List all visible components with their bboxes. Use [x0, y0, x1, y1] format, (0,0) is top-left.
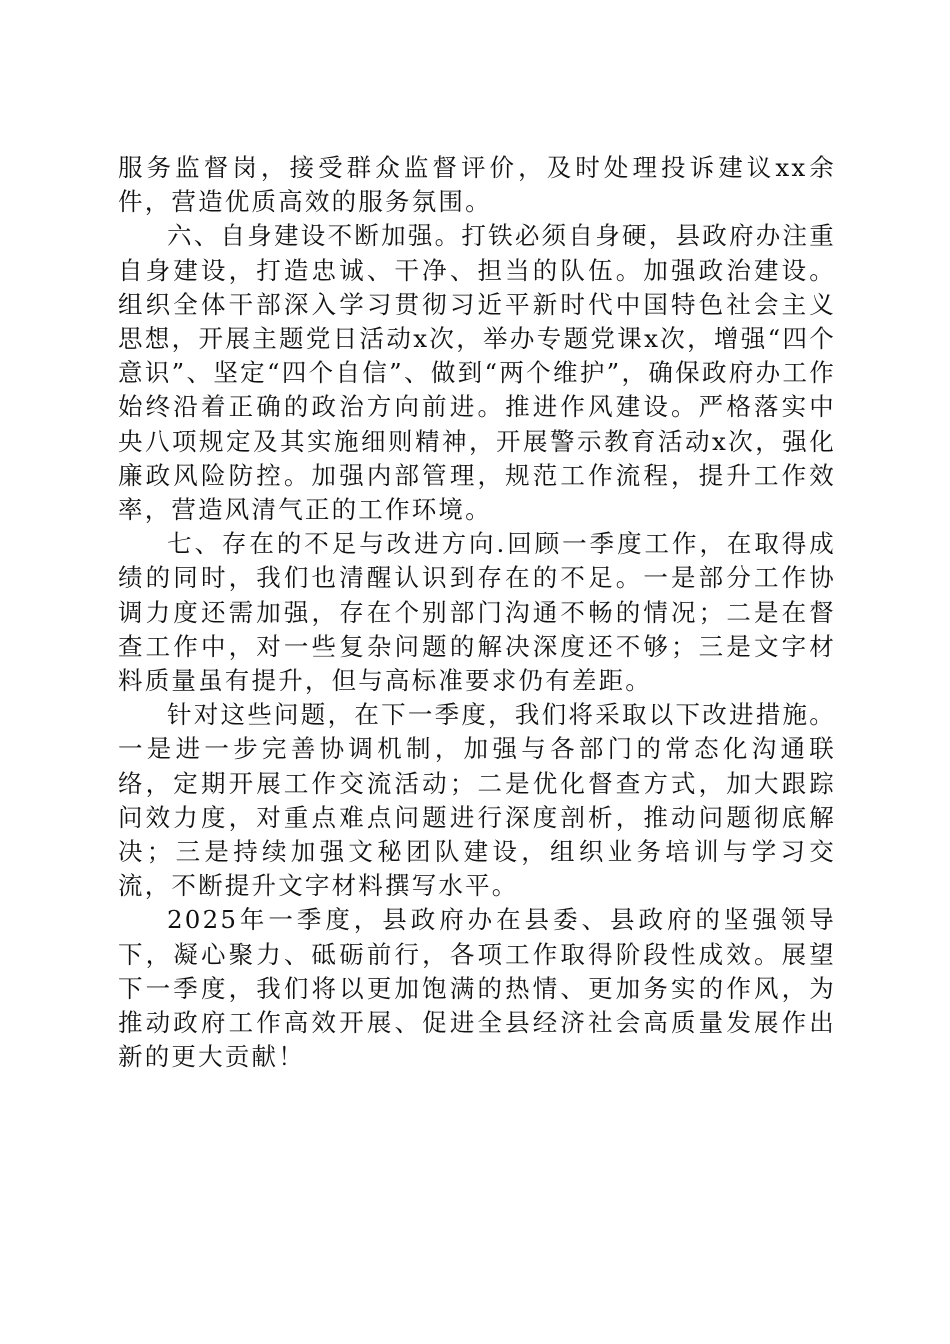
document-body [118, 151, 836, 1074]
paragraph-self-construction: 六、自身建设不断加强。打铁必须自身硬，县政府办注重自身建设，打造忠诚、干净、担当的队伍。加强政治建设。组织全体干部深入学习贯彻习近平新时代中国特色社会主义思想，开展主题党日活动x次，举办专题党课x次，增强“四个意识”、坚定“四个自信”、做到“两个维护”，确保政府办工作始终沿着正确的政治方向前进。推进作风建设。严格落实中央八项规定及其实施细则精神，开展警示教育活动x次，强化廉政风险防控。加强内部管理，规范工作流程，提升工作效率，营造风清气正的工作环境。 [118, 221, 836, 525]
paragraph-shortcomings: 七、存在的不足与改进方向.回顾一季度工作，在取得成绩的同时，我们也清醒认识到存在的不足。一是部分工作协调力度还需加强，存在个别部门沟通不畅的情况；二是在督查工作中，对一些复杂问题的解决深度还不够；三是文字材料质量虽有提升，但与高标准要求仍有差距。 [118, 529, 836, 696]
paragraph-improvement-measures: 针对这些问题，在下一季度，我们将采取以下改进措施。一是进一步完善协调机制，加强与各部门的常态化沟通联络，定期开展工作交流活动；二是优化督查方式，加大跟踪问效力度，对重点难点问题进行深度剖析，推动问题彻底解决；三是持续加强文秘团队建设，组织业务培训与学习交流，不断提升文字材料撰写水平。 [118, 700, 836, 901]
paragraph-conclusion: 2025年一季度，县政府办在县委、县政府的坚强领导下，凝心聚力、砥砺前行，各项工作取得阶段性成效。展望下一季度，我们将以更加饱满的热情、更加务实的作风，为推动政府工作高效开展、促进全县经济社会高质量发展作出新的更大贡献！ [118, 905, 836, 1072]
paragraph-continuation: 服务监督岗，接受群众监督评价，及时处理投诉建议xx余件，营造优质高效的服务氛围。 [118, 153, 836, 217]
